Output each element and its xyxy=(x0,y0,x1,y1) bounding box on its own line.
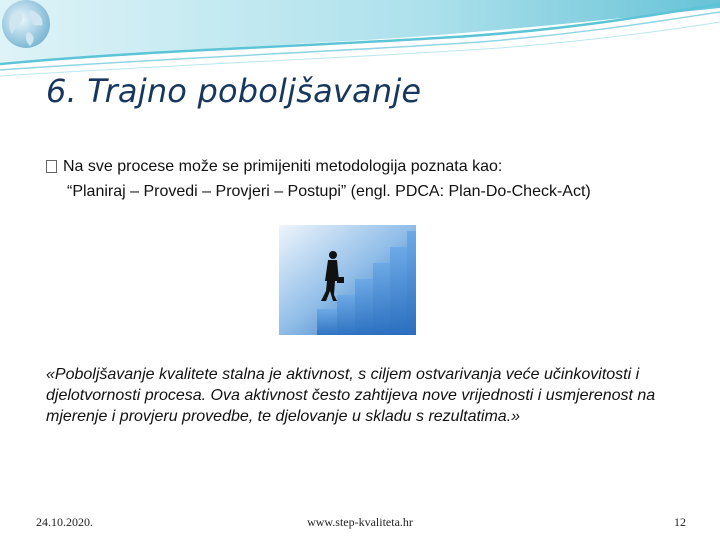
bullet-text xyxy=(46,154,686,204)
bullet-box-icon xyxy=(46,160,57,173)
bullet-line-2: “Planiraj – Provedi – Provjeri – Postupi” (engl. PDCA: Plan-Do-Check-Act) xyxy=(67,183,591,200)
footer-date: 24.10.2020. xyxy=(36,515,93,529)
globe-icon xyxy=(0,0,60,60)
bullet-line-1: Na sve procese može se primijeniti metodologija poznata kao: xyxy=(63,158,503,175)
slide-title: 6. Trajno poboljšavanje xyxy=(46,72,422,110)
footer-page-number: 12 xyxy=(674,515,686,529)
businessman-climbing-stairs-image xyxy=(279,225,416,335)
header-wave-decoration xyxy=(0,0,720,80)
footer-url: www.step-kvaliteta.hr xyxy=(307,515,413,529)
quote-text: «Poboljšavanje kvalitete stalna je aktivnost, s ciljem ostvarivanja veće učinkovitosti i djelotvornosti procesa. Ova aktivnost često zahtijeva nove vrijednosti i usmjerenost na mjerenje i provjeru provedbe, te djelovanje u skladu s rezultatima.» xyxy=(46,366,656,425)
